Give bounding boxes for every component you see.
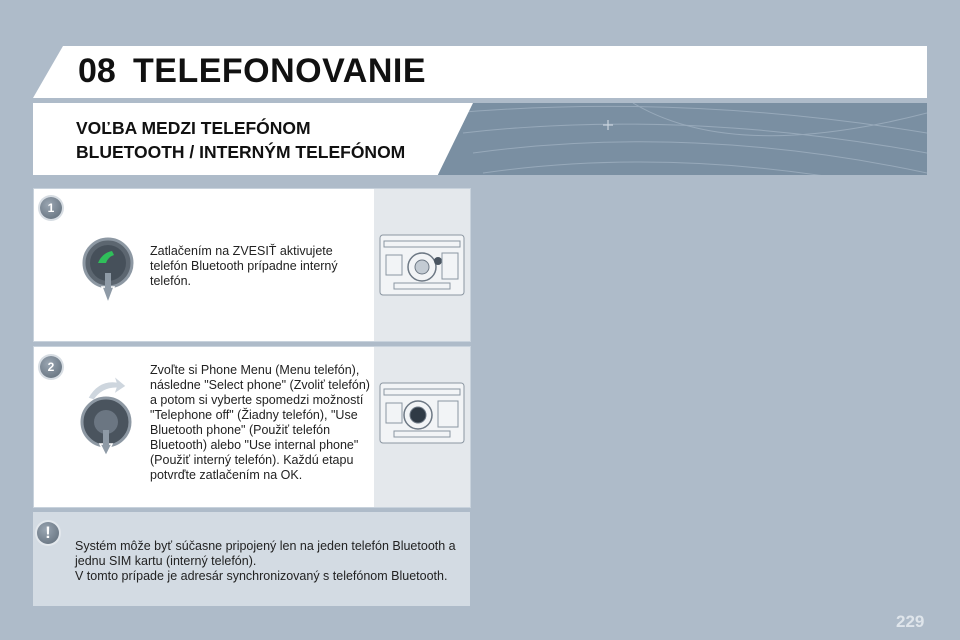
step-text-1: Zatlačením na ZVESIŤ aktivujete telefón Bluetooth prípadne interný telefón. <box>150 244 338 288</box>
section-title-line1: VOĽBA MEDZI TELEFÓNOM <box>76 118 311 138</box>
device-panel <box>374 347 470 507</box>
radio-unit-icon <box>374 347 470 507</box>
chapter-title: TELEFONOVANIE <box>133 52 426 90</box>
step-text-2: Zvoľte si Phone Menu (Menu telefón), následne "Select phone" (Zvoliť telefón) a potom si vyberte spomedzi možností "Telephone off" (Žiadny telefón), "Use Bluetooth phone" (Použiť telefón Bluetooth) alebo "Use internal phone" (Použiť interný telefón). Každú etapu potvrďte zatlačením na OK. <box>150 363 370 482</box>
page-number: 229 <box>896 612 925 631</box>
chapter-number: 08 <box>78 52 116 90</box>
device-panel <box>374 189 470 341</box>
radio-unit-icon <box>374 189 470 341</box>
step-badge-1: 1 <box>40 197 62 219</box>
note-text <box>75 539 465 584</box>
call-button-icon <box>80 233 140 305</box>
section-title-line2: BLUETOOTH / INTERNÝM TELEFÓNOM <box>76 142 406 162</box>
note-line-1: Systém môže byť súčasne pripojený len na jeden telefón Bluetooth a jednu SIM kartu (interný telefón). <box>75 539 456 568</box>
step-badge-2: 2 <box>40 356 62 378</box>
rotary-knob-icon <box>78 372 144 456</box>
warning-icon: ! <box>37 522 59 544</box>
banner-title-area <box>33 103 473 175</box>
note-line-2: V tomto prípade je adresár synchronizovaný s telefónom Bluetooth. <box>75 569 448 583</box>
